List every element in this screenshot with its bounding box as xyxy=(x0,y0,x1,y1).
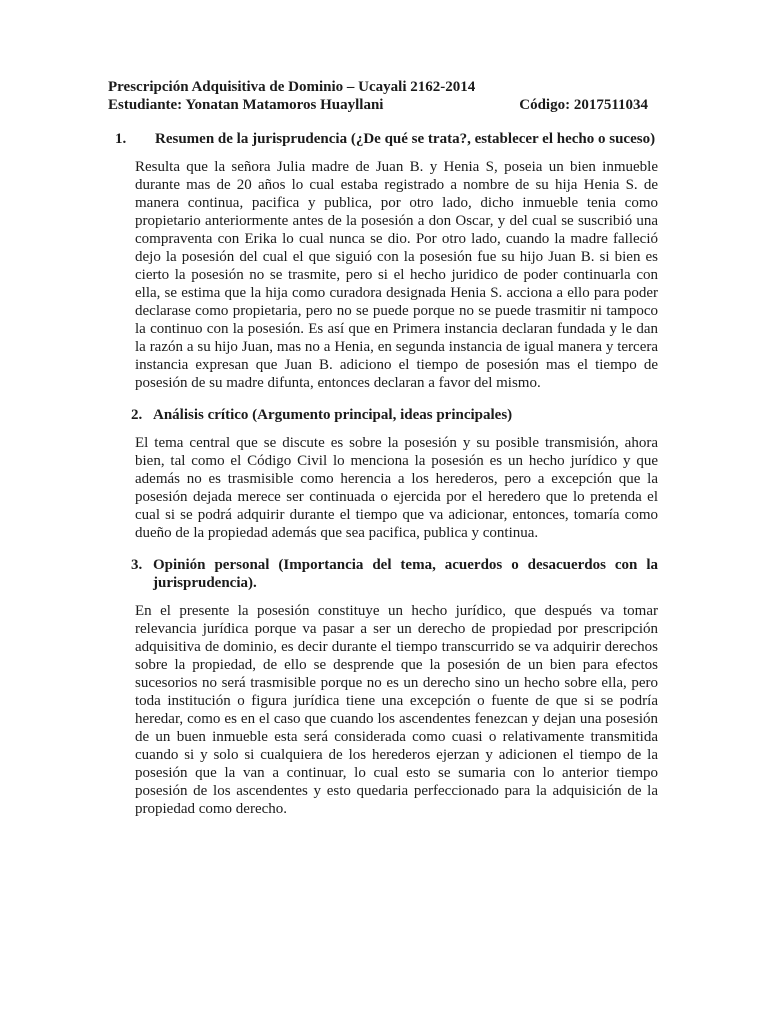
section-opinion-heading-text: Opinión personal (Importancia del tema, acuerdos o desacuerdos con la jurisprudencia). xyxy=(153,557,658,591)
document-header xyxy=(108,78,658,114)
section-resumen-number: 1. xyxy=(115,131,127,147)
section-opinion-number: 3. xyxy=(131,557,143,573)
section-resumen-heading xyxy=(115,130,658,148)
section-analisis-heading-text: Análisis crítico (Argumento principal, ideas principales) xyxy=(153,407,513,423)
document-title: Prescripción Adquisitiva de Dominio – Ucayali 2162-2014 xyxy=(108,79,476,95)
section-analisis-body: El tema central que se discute es sobre la posesión y su posible transmisión, ahora bien, tal como el Código Civil lo menciona la posesión es un hecho jurídico y que además no es trasmisible como herencia a los herederos, pero a excepción que la posesión dejada merece ser continuada o ejercida por el heredero que lo pretenda el cual si se podrá adquirir durante el tiempo que va adicionar, entonces, tomaría como dueño de la propiedad además que sea pacifica, publica y continua. xyxy=(135,435,658,541)
student-name: Estudiante: Yonatan Matamoros Huayllani xyxy=(108,97,384,113)
section-analisis-number: 2. xyxy=(131,407,143,423)
student-code: Código: 2017511034 xyxy=(519,97,648,113)
section-resumen-body: Resulta que la señora Julia madre de Juan B. y Henia S, poseia un bien inmueble durante mas de 20 años lo cual estaba registrado a nombre de su hija Henia S. de manera continua, pacifica y publica, por otro lado, dicho inmueble tenia como propietario anteriormente antes de la posesión a don Oscar, y del cual se suscribió una compraventa con Erika lo cual nunca se dio. Por otro lado, cuando la madre falleció dejo la posesión del cual el que siguió con la posesión fue su hijo Juan B. si bien es cierto la posesión no se trasmite, pero si el hecho juridico de poder continuarla con ella, se estima que la hija como curadora designada Henia S. acciona a ello para poder declarase como propietaria, pero no se puede porque no se puede trasmitir ni tampoco la continuo con la posesión. Es así que en Primera instancia declaran fundada y le dan la razón a su hijo Juan, mas no a Henia, en segunda instancia de igual manera y tercera instancia expresan que Juan B. adiciono el tiempo de posesión mas el tiempo de posesión de su madre difunta, entonces declaran a favor del mismo. xyxy=(135,159,658,391)
sections-list xyxy=(108,130,658,818)
section-analisis xyxy=(108,406,658,542)
section-resumen xyxy=(108,130,658,392)
section-analisis-heading xyxy=(131,406,658,424)
section-opinion xyxy=(108,556,658,818)
section-opinion-body: En el presente la posesión constituye un hecho jurídico, que después va tomar relevancia jurídica porque va pasar a ser un derecho de propiedad por prescripción adquisitiva de dominio, es decir durante el tiempo transcurrido se va adquirir derechos sobre la propiedad, de ello se desprende que la posesión de un bien para efectos sucesorios no será trasmisible porque no es un derecho sino un hecho sobre ella, pero toda institución o figura jurídica tiene una excepción o fuente de que si se podría heredar, como es en el caso que cuando los ascendentes fenezcan y dejan una posesión de un buen inmueble esta será considerada como cuasi o relativamente transmitida cuando si y solo si cualquiera de los herederos ejerzan y adicionen el tiempo de la posesión que la van a continuar, lo cual esto se sumaria con lo anterior tiempo posesión de los ascendentes y esto quedaria perfeccionado para la adquisición de la propiedad como derecho. xyxy=(135,603,658,817)
document-subtitle-row xyxy=(108,96,658,114)
section-resumen-heading-text: Resumen de la jurisprudencia (¿De qué se trata?, establecer el hecho o suceso) xyxy=(155,131,656,147)
section-opinion-heading xyxy=(131,556,658,592)
